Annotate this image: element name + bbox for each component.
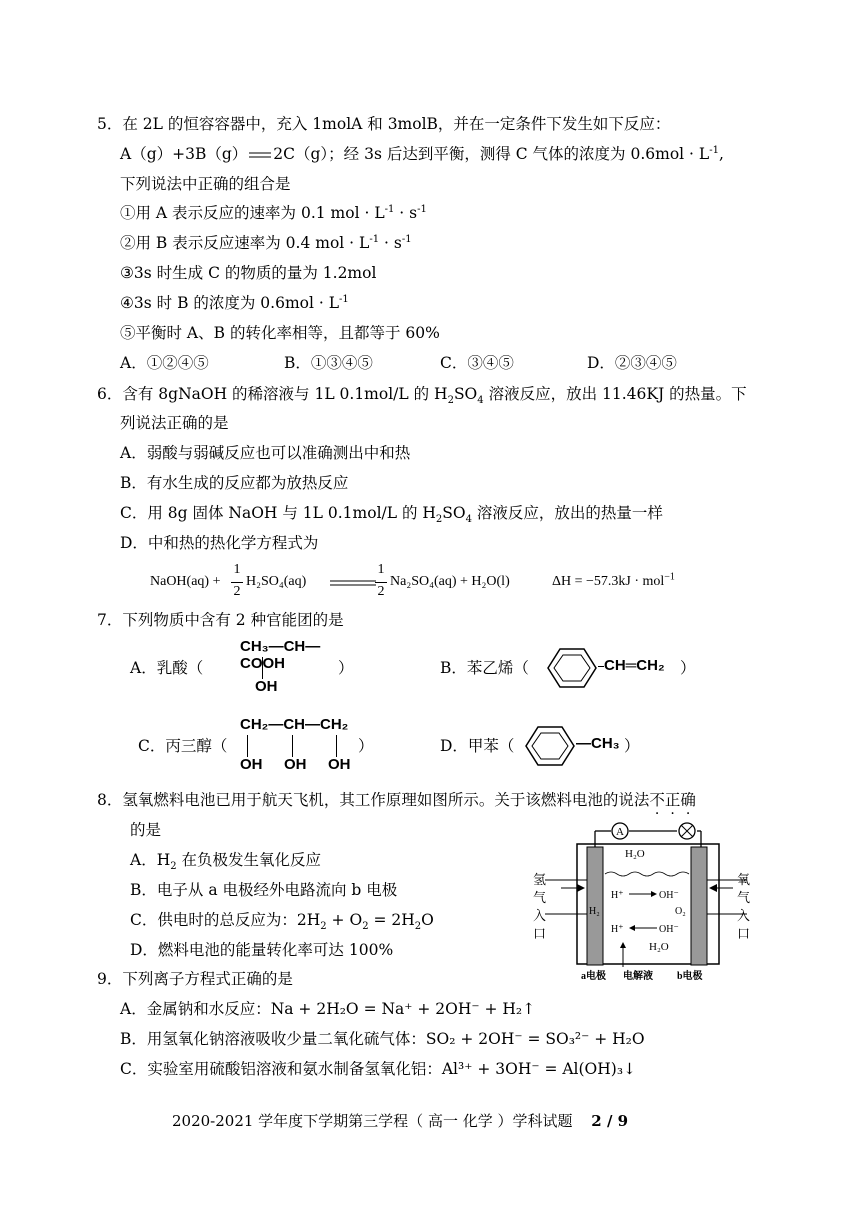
fuel-cell-diagram bbox=[525, 822, 765, 982]
q7-option-d-label[interactable]: D．甲苯（ bbox=[440, 737, 515, 755]
q9-option-b[interactable]: B．用氢氧化钠溶液吸收少量二氧化硫气体：SO₂ + 2OH⁻ = SO₃²⁻ + H₂O bbox=[120, 1030, 645, 1048]
q7-stem: 7．下列物质中含有 2 种官能团的是 bbox=[97, 611, 344, 629]
q8-option-c[interactable]: C．供电时的总反应为：$2H_2 + O_2 = 2H_2O$ bbox=[130, 911, 434, 933]
q6-stem-line2: 列说法正确的是 bbox=[120, 414, 229, 432]
footer-title: 2020-2021 学年度下学期第三学程（ 高一 化学 ）学科试题 bbox=[172, 1112, 573, 1130]
svg-text:OH⁻: OH⁻ bbox=[659, 890, 679, 901]
benzene-ring-icon bbox=[546, 646, 598, 690]
lactic-acid-structure: CH₃—CH—COOH OH bbox=[240, 638, 321, 695]
q8-option-a[interactable]: A．$H_2$ 在负极发生氧化反应 bbox=[130, 851, 322, 873]
svg-text:H₂O: H₂O bbox=[649, 941, 669, 953]
ammeter-icon bbox=[612, 823, 628, 839]
q8-option-b[interactable]: B．电子从 a 电极经外电路流向 b 电极 bbox=[130, 881, 398, 899]
q8-option-d[interactable]: D．燃料电池的能量转化率可达 100% bbox=[130, 941, 394, 959]
svg-text:氢: 氢 bbox=[533, 872, 547, 887]
equals-arrow-icon bbox=[330, 578, 376, 588]
svg-text:气: 气 bbox=[533, 890, 547, 905]
q5-statement-4: ④3s 时 B 的浓度为 $0.6mol \cdot L^{-1}$ bbox=[120, 293, 349, 312]
q5-line3: 下列说法中正确的组合是 bbox=[120, 175, 291, 193]
q8-stem-line2: 的是 bbox=[130, 821, 162, 839]
q8-stem: 8．氢氧燃料电池已用于航天飞机，其工作原理如图所示。关于该燃料电池的说法不正确 bbox=[97, 791, 696, 809]
svg-text:气: 气 bbox=[737, 890, 751, 905]
q9-stem: 9．下列离子方程式正确的是 bbox=[97, 970, 293, 988]
neutralization-equation: NaOH(aq) + 1 2 H₂SO₄(aq) 1 2 Na₂SO₄(aq) + H₂O(l) ΔH = −57.3kJ · mol$^{-1}$ bbox=[150, 562, 675, 599]
styrene-group: CH═CH₂ bbox=[598, 657, 665, 674]
svg-text:口: 口 bbox=[737, 926, 751, 941]
q9-option-c[interactable]: C．实验室用硫酸铝溶液和氨水制备氢氧化铝：Al³⁺ + 3OH⁻ = Al(OH)₃↓ bbox=[120, 1060, 637, 1078]
q7-option-a-label[interactable]: A．乳酸（ bbox=[130, 659, 204, 677]
svg-text:b电极: b电极 bbox=[677, 971, 703, 982]
q7-option-b-label[interactable]: B．苯乙烯（ bbox=[440, 659, 529, 677]
q6-option-b[interactable]: B．有水生成的反应都为放热反应 bbox=[120, 474, 349, 492]
glycerol-structure: CH₂—CH—CH₂ OH OH OH bbox=[240, 716, 351, 773]
q7-option-c-label[interactable]: C．丙三醇（ bbox=[138, 737, 228, 755]
methyl-group: —CH₃ bbox=[576, 735, 620, 752]
equilibrium-arrow-icon bbox=[247, 150, 273, 160]
q5-option-a[interactable]: A．①②④⑤ bbox=[120, 354, 209, 372]
svg-text:氧: 氧 bbox=[737, 872, 751, 887]
page-number: 2 / 9 bbox=[591, 1112, 629, 1130]
q5-option-c[interactable]: C．③④⑤ bbox=[440, 354, 514, 372]
svg-text:A: A bbox=[616, 826, 624, 838]
q5-statement-3: ③3s 时生成 C 的物质的量为 1.2mol bbox=[120, 264, 377, 282]
svg-text:O₂: O₂ bbox=[675, 906, 686, 917]
svg-text:口: 口 bbox=[533, 926, 547, 941]
q6-option-a[interactable]: A．弱酸与弱碱反应也可以准确测出中和热 bbox=[120, 444, 411, 462]
q6-stem: 6．含有 8gNaOH 的稀溶液与 1L 0.1mol/L 的 $H_2SO_4$ 溶液反应，放出 11.46KJ 的热量。下 bbox=[97, 385, 747, 407]
q5-statement-5: ⑤平衡时 A、B 的转化率相等，且都等于 60% bbox=[120, 324, 440, 342]
q5-option-d[interactable]: D．②③④⑤ bbox=[587, 354, 677, 372]
q5-statement-1: ①用 A 表示反应的速率为 0.1 mol · $L^{-1} \cdot s^{-1}$ bbox=[120, 203, 427, 222]
q5-reaction: A（g）+3B（g） 2C（g）；经 3s 后达到平衡，测得 C 气体的浓度为 $0.6mol \cdot L^{-1}$, bbox=[120, 144, 724, 163]
svg-text:H₂: H₂ bbox=[589, 906, 600, 917]
svg-text:入: 入 bbox=[737, 908, 751, 923]
benzene-ring-icon bbox=[524, 724, 576, 768]
svg-text:H⁺: H⁺ bbox=[611, 924, 624, 935]
q5-stem: 5．在 2L 的恒容容器中，充入 1molA 和 3molB，并在一定条件下发生如下反应： bbox=[97, 115, 671, 133]
q5-statement-2: ②用 B 表示反应速率为 0.4 mol · $L^{-1} \cdot s^{-1}$ bbox=[120, 233, 412, 252]
svg-text:H⁺: H⁺ bbox=[611, 890, 624, 901]
q9-option-a[interactable]: A．金属钠和水反应：Na + 2H₂O = Na⁺ + 2OH⁻ + H₂↑ bbox=[120, 1000, 536, 1018]
q5-option-b[interactable]: B．①③④⑤ bbox=[284, 354, 373, 372]
svg-text:H₂O: H₂O bbox=[625, 848, 645, 860]
lamp-icon bbox=[679, 823, 695, 839]
svg-text:OH⁻: OH⁻ bbox=[659, 924, 679, 935]
svg-text:a电极: a电极 bbox=[581, 971, 606, 982]
page-footer bbox=[172, 1111, 628, 1131]
q6-option-c[interactable]: C．用 8g 固体 NaOH 与 1L 0.1mol/L 的 $H_2SO_4$ 溶液反应，放出的热量一样 bbox=[120, 504, 663, 526]
svg-text:入: 入 bbox=[533, 908, 547, 923]
q6-option-d[interactable]: D．中和热的热化学方程式为 bbox=[120, 534, 319, 552]
svg-text:电解液: 电解液 bbox=[623, 971, 653, 982]
